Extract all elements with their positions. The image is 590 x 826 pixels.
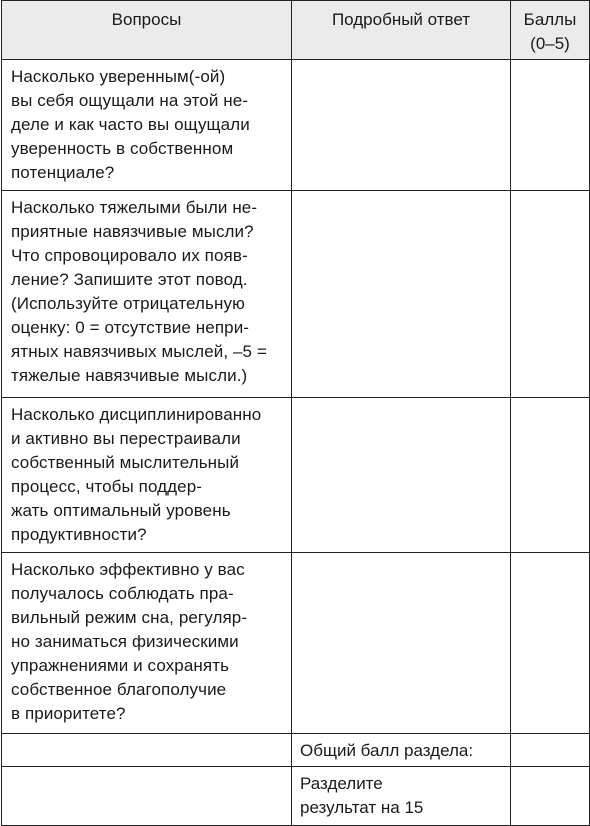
- empty-cell: [2, 734, 292, 767]
- answer-text: [292, 553, 510, 558]
- answer-cell[interactable]: [292, 191, 511, 398]
- score-text: [511, 191, 589, 196]
- score-text: [511, 60, 589, 65]
- question-text: Насколько уверенным(-ой) вы себя ощущали на этой не- деле и как часто вы ощущали уверенность в собственном потенциале?: [11, 67, 250, 182]
- answer-text: [292, 191, 510, 196]
- question-cell: [2, 553, 292, 734]
- divided-score-cell[interactable]: [511, 767, 590, 826]
- header-answer-label: Подробный ответ: [331, 10, 471, 29]
- divide-row: [2, 767, 590, 826]
- total-label-cell: [292, 734, 511, 767]
- header-answer: [292, 1, 511, 60]
- question-cell: [2, 191, 292, 398]
- table-row: [2, 398, 590, 553]
- answer-text: [292, 60, 510, 65]
- total-row: [2, 734, 590, 767]
- question-text: Насколько эффективно у вас получалось соблюдать пра- вильный режим сна, регуляр- но заниматься физическими упражнениями и сохранять собственное благополучие в приоритете?: [11, 560, 248, 723]
- answer-cell[interactable]: [292, 398, 511, 553]
- table-row: [2, 191, 590, 398]
- header-row: [2, 1, 590, 60]
- score-text: [511, 553, 589, 558]
- divide-label-cell: [292, 767, 511, 826]
- answer-text: [292, 398, 510, 403]
- score-cell[interactable]: [511, 553, 590, 734]
- divide-label: Разделите результат на 15: [300, 774, 424, 817]
- score-cell[interactable]: [511, 398, 590, 553]
- answer-cell[interactable]: [292, 553, 511, 734]
- score-text: [511, 398, 589, 403]
- question-cell: [2, 398, 292, 553]
- empty-cell: [2, 767, 292, 826]
- question-text: Насколько дисциплинированно и активно вы перестраивали собственный мыслительный процесс, чтобы поддер- жать оптимальный уровень продуктивности?: [11, 405, 262, 544]
- self-assessment-table: [1, 0, 590, 826]
- header-questions-label: Вопросы: [111, 10, 182, 29]
- header-score-label: Баллы (0–5): [523, 10, 577, 53]
- question-cell: [2, 60, 292, 191]
- table-row: [2, 553, 590, 734]
- total-label: Общий балл раздела:: [300, 741, 474, 760]
- total-score-cell[interactable]: [511, 734, 590, 767]
- table-row: [2, 60, 590, 191]
- header-questions: [2, 1, 292, 60]
- score-cell[interactable]: [511, 191, 590, 398]
- question-text: Насколько тяжелыми были не- приятные навязчивые мысли? Что спровоцировало их появ- ление? Запишите этот повод. (Используйте отрицательную оценку: 0 = отсутствие непри- ятных навязчивых мыслей, –5 = тяжелые навязчивые мысли.): [11, 198, 267, 385]
- score-cell[interactable]: [511, 60, 590, 191]
- answer-cell[interactable]: [292, 60, 511, 191]
- header-score: [511, 1, 590, 60]
